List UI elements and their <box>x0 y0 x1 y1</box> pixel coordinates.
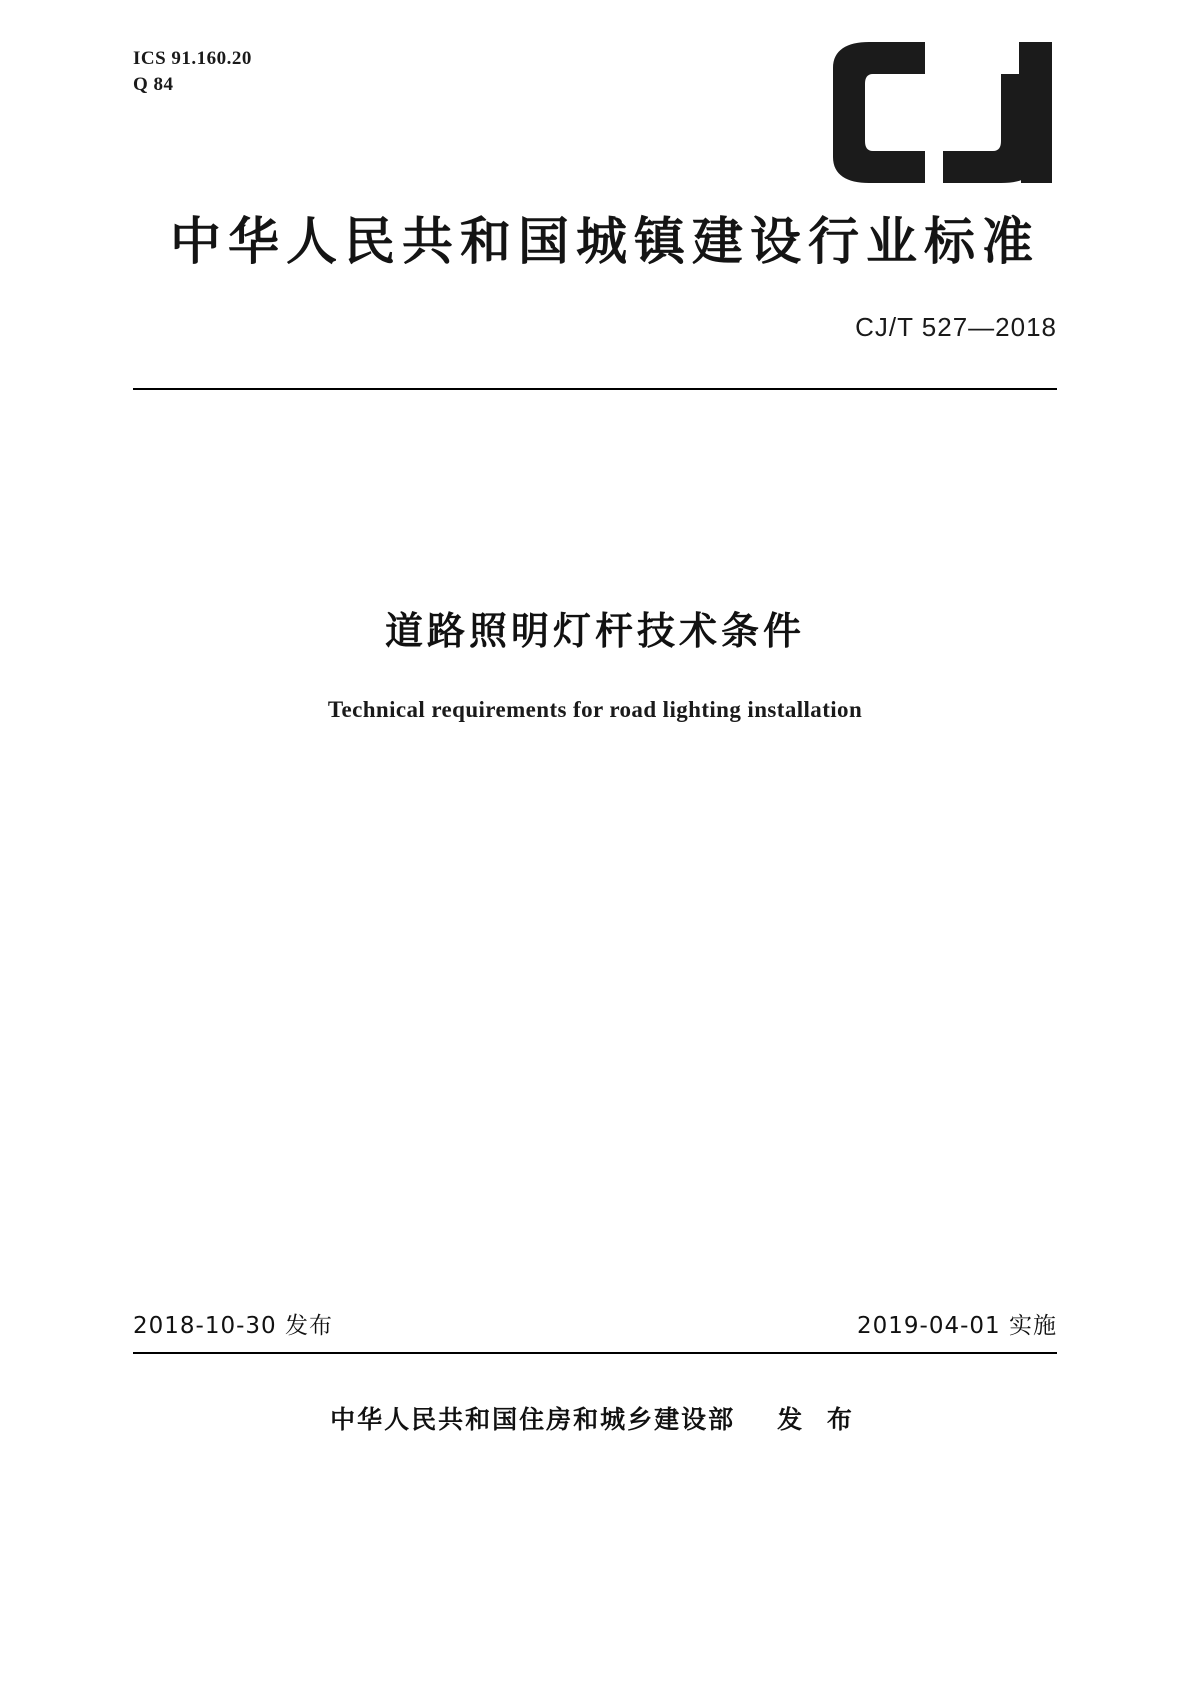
publisher-line <box>0 1400 1190 1436</box>
document-title-english: Technical requirements for road lighting installation <box>327 697 863 722</box>
series-title: 中华人民共和国城镇建设行业标准 <box>169 213 1040 272</box>
footer-divider <box>133 1352 1057 1354</box>
footer-dates <box>133 1307 1057 1340</box>
document-title-chinese: 道路照明灯杆技术条件 <box>384 609 805 653</box>
issue-date: 2018-10-30 发布 <box>133 1313 333 1339</box>
header-divider <box>133 388 1057 390</box>
ics-classification-block <box>133 46 252 98</box>
effective-date: 2019-04-01 实施 <box>857 1313 1057 1339</box>
publisher-name: 中华人民共和国住房和城乡建设部 <box>330 1405 736 1434</box>
ics-code: ICS 91.160.20 <box>133 48 252 69</box>
publish-label: 发 布 <box>777 1405 860 1434</box>
cj-logo <box>825 40 1060 185</box>
standard-number: CJ/T 527—2018 <box>855 312 1057 342</box>
classification-code: Q 84 <box>133 74 174 95</box>
